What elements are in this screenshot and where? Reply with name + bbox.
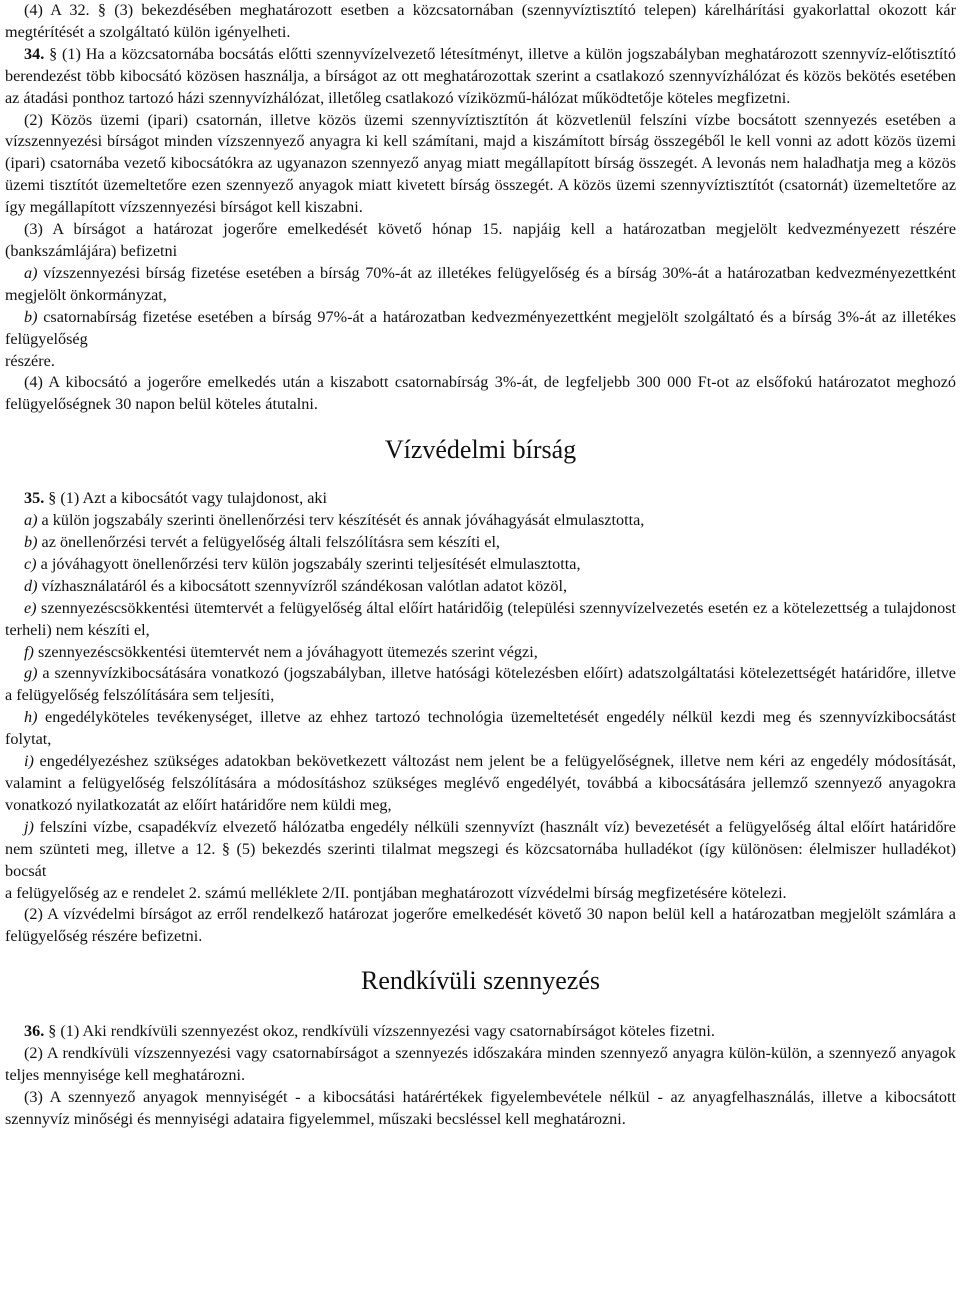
paragraph-32-4 xyxy=(5,0,956,44)
list-item-35-b xyxy=(5,532,956,554)
paragraph-text: (4) A 32. § (3) bekezdésében meghatározott esetben a közcsatornában (szennyvíztisztító telepen) kárelhárítási gyakorlattal okozott kár megtérítését a szolgáltató külön igényelheti. xyxy=(5,1,956,41)
list-item-35-a xyxy=(5,510,956,532)
paragraph-34-3-a xyxy=(5,263,956,307)
paragraph-35-1 xyxy=(5,488,956,510)
item-text: vízszennyezési bírság fizetése esetében a bírság 70%-át az illetékes felügyelőség és a bírság 30%-át a határozatban kedvezményezettként megjelölt önkormányzat, xyxy=(5,263,956,304)
heading-rendkivuli-szennyezes: Rendkívüli szennyezés xyxy=(361,966,600,996)
item-text: a külön jogszabály szerinti önellenőrzési terv készítését és annak jóváhagyását elmulasztotta, xyxy=(37,511,645,530)
item-text: a szennyvízkibocsátására vonatkozó (jogszabályban, illetve hatósági kötelezésben előírt) adatszolgáltatási kötelezettségét határidőre, illetve a felügyelőség felszólítására sem teljesíti, xyxy=(5,664,956,705)
section-number: 34. xyxy=(24,44,45,63)
item-letter: b) xyxy=(24,307,38,326)
list-item-35-e xyxy=(5,598,956,642)
paragraph-text: (3) A szennyező anyagok mennyiségét - a kibocsátási határértékek figyelembevétele nélkül - az anyagfelhasználás, illetve a kibocsátott szennyvíz minőségi és mennyiségi adataira figyelemmel, műszaki becsléssel kell meghatározni. xyxy=(5,1087,956,1128)
paragraph-35-2 xyxy=(5,904,956,948)
list-item-35-d xyxy=(5,576,956,598)
paragraph-34-3-b xyxy=(5,307,956,351)
item-letter: c) xyxy=(24,554,37,573)
paragraph-34-4 xyxy=(5,372,956,416)
paragraph-36-3 xyxy=(5,1087,956,1131)
paragraph-34-3-end xyxy=(5,351,956,373)
list-item-35-f xyxy=(5,642,956,664)
item-letter: g) xyxy=(24,664,38,683)
list-item-35-c xyxy=(5,554,956,576)
heading-vizvedelmi-birsag: Vízvédelmi bírság xyxy=(384,435,577,465)
paragraph-text: (2) A vízvédelmi bírságot az erről rendelkező határozat jogerőre emelkedését követő 30 napon belül kell a határozatban megjelölt számlára a felügyelőség részére befizetni. xyxy=(5,905,956,946)
paragraph-35-closing xyxy=(5,883,956,905)
item-text: csatornabírság fizetése esetében a bírság 97%-át a határozatban kedvezményezettként megjelölt szolgáltató és a bírság 3%-át az illetékes felügyelőség xyxy=(5,307,956,348)
item-letter: a) xyxy=(24,511,38,530)
item-text: engedélyköteles tevékenységet, illetve az ehhez tartozó technológia üzemeltetését engedély nélkül kezdi meg és szennyvízkibocsátást folytat, xyxy=(5,708,956,749)
paragraph-text: (2) A rendkívüli vízszennyezési vagy csatornabírságot a szennyezés időszakára minden szennyező anyagra külön-külön, a szennyező anyagok teljes mennyisége kell meghatározni. xyxy=(5,1044,956,1085)
paragraph-34-2 xyxy=(5,110,956,220)
item-text: a jóváhagyott önellenőrzési terv külön jogszabály szerinti teljesítését elmulasztotta, xyxy=(36,554,581,573)
item-text: felszíni vízbe, csapadékvíz elvezető hálózatba engedély nélküli szennyvízt (használt víz) bevezetését a felügyelőség által előírt határidőre nem szünteti meg, illetve a 12. § (5) bekezdés szerinti tilalmat megszegi és közcsatornába hulladékot (így különösen: élelmiszer hulladékot) bocsát xyxy=(5,817,956,880)
item-letter: f) xyxy=(24,642,34,661)
item-letter: d) xyxy=(24,576,38,595)
item-text: szennyezéscsökkentési ütemtervét nem a jóváhagyott ütemezés szerint végzi, xyxy=(33,642,538,661)
item-letter: b) xyxy=(24,533,38,552)
paragraph-text: részére. xyxy=(5,351,55,370)
item-text: vízhasználatáról és a kibocsátott szennyvízről szándékosan valótlan adatot közöl, xyxy=(37,576,567,595)
paragraph-36-1 xyxy=(5,1021,956,1043)
paragraph-34-1 xyxy=(5,44,956,110)
paragraph-text: § (1) Azt a kibocsátót vagy tulajdonost, aki xyxy=(44,489,328,508)
item-letter: i) xyxy=(24,752,34,771)
section-number: 36. xyxy=(24,1022,45,1041)
list-item-35-j xyxy=(5,817,956,883)
item-text: engedélyezéshez szükséges adatokban bekövetkezett változást nem jelent be a felügyelőségnek, illetve nem kéri az engedély módosítását, valamint a felügyelőség felszólítására a módosításhoz szükséges meglévő engedélyét, továbbá a kibocsátására jellemző szennyező anyagokra vonatkozó nyilatkozatát az előírt határidőre nem küldi meg, xyxy=(5,752,956,814)
section-number: 35. xyxy=(24,489,45,508)
document-page xyxy=(5,0,956,1131)
paragraph-text: § (1) Ha a közcsatornába bocsátás előtti szennyvízelvezető létesítményt, illetve a külön jogszabályban meghatározott szennyvíz-előtisztító berendezést több kibocsátó közösen használja, a bírságot az ott meghatározottak szerint a csatlakozó szennyvízhálózat és közös bekötés esetében az átadási ponthoz tartozó házi szennyvízhálózat, illetőleg csatlakozó víziközmű-hálózat működtetője köteles megfizetni. xyxy=(5,44,956,107)
list-item-35-h xyxy=(5,707,956,751)
paragraph-text: (4) A kibocsátó a jogerőre emelkedés után a kiszabott csatornabírság 3%-át, de legfeljebb 300 000 Ft-ot az elsőfokú határozatot meghozó felügyelőségnek 30 napon belül köteles átutalni. xyxy=(5,373,956,414)
paragraph-text: a felügyelőség az e rendelet 2. számú melléklete 2/II. pontjában meghatározott vízvédelmi bírság megfizetésére kötelezi. xyxy=(5,883,787,902)
paragraph-text: § (1) Aki rendkívüli szennyezést okoz, rendkívüli vízszennyezési vagy csatornabírságot köteles fizetni. xyxy=(44,1022,715,1041)
item-letter: j) xyxy=(24,817,34,836)
item-text: az önellenőrzési tervét a felügyelőség általi felszólításra sem készíti el, xyxy=(37,533,500,552)
item-letter: a) xyxy=(24,263,38,282)
paragraph-34-3 xyxy=(5,219,956,263)
list-item-35-i xyxy=(5,751,956,817)
paragraph-36-2 xyxy=(5,1043,956,1087)
list-item-35-g xyxy=(5,663,956,707)
item-text: szennyezéscsökkentési ütemtervét a felügyelőség által előírt határidőig (települési szennyvízelvezetés esetén ez a kötelezettség a tulajdonost terheli) nem készíti el, xyxy=(5,598,956,639)
item-letter: e) xyxy=(24,598,37,617)
item-letter: h) xyxy=(24,708,38,727)
paragraph-text: (2) Közös üzemi (ipari) csatornán, illetve közös üzemi szennyvíztisztítón át közvetlenül felszíni vízbe bocsátott szennyezés esetében a vízszennyezési bírságot minden vízszennyező anyagra ki kell számítani, majd a kiszámított bírság összegéből le kell vonni az adott közös üzemi (ipari) csatornába vezető kibocsátókra az ugyanazon szennyező anyag miatt megállapított bírság összegét. A levonás nem haladhatja meg a közös üzemi tisztítót üzemeltetőre ezen szennyező anyagok miatt kivetett bírság összegét. A közös üzemi szennyvíztisztítót (csatornát) üzemeltetőre az így megállapított vízszennyezési bírságot kell kiszabni. xyxy=(5,110,956,217)
paragraph-text: (3) A bírságot a határozat jogerőre emelkedését követő hónap 15. napjáig kell a határozatban megjelölt kedvezményezett részére (bankszámlájára) befizetni xyxy=(5,220,956,260)
